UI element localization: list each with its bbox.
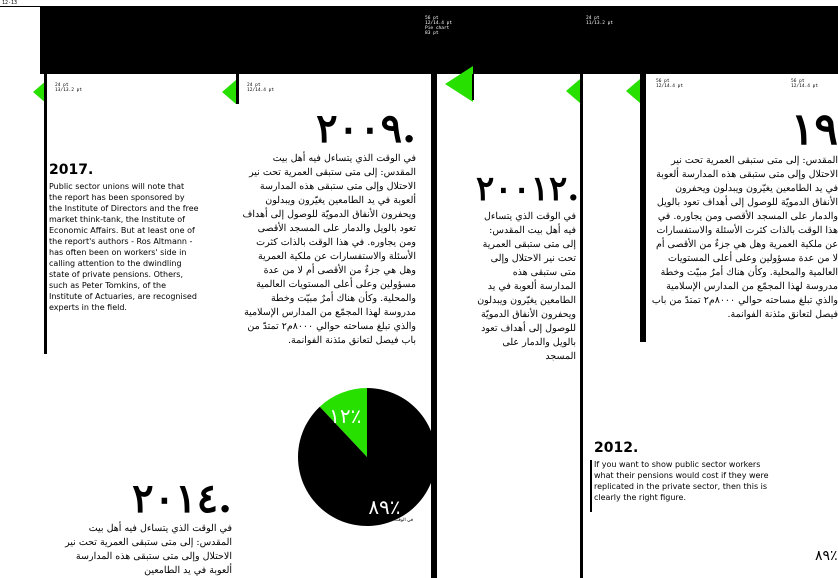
spec-note-col2: 24 pt 12/14.4 pt <box>247 83 275 93</box>
year-heading-2017: 2017. <box>49 162 94 178</box>
top-rule <box>0 6 40 7</box>
rule-2012 <box>590 460 592 512</box>
marker-col5-icon <box>626 79 640 103</box>
body-ar2014: في الوقت الذي يتساءل فيه أهل بيت المقدس: إلى متى ستبقى العمرية تحت نير الاحتلال وإلى متى ستبقى هذه المدارسة ألعوبة في يد الطامعين <box>65 523 232 576</box>
column-rule-1 <box>44 74 47 354</box>
column-rule-4 <box>472 74 474 100</box>
pie-slice-black <box>298 388 436 526</box>
pie-label-black: ٨٩٪ <box>368 494 401 519</box>
section-ar-right <box>648 106 838 356</box>
spec-note-col6: 56 pt 12/14.4 pt <box>791 79 819 89</box>
marker-center-icon <box>445 66 473 102</box>
spec-note-col4: 24 pt 11/13.2 pt <box>586 16 614 26</box>
body-ar2009: في الوقت الذي يتساءل فيه أهل بيت المقدس: إلى متى ستبقى العمرية تحت نير الاحتلال وإلى متى ستبقى هذه المدارسة ألعوبة في يد الطامعين يغيّرون ويبدلون ويحفرون الأنفاق الدمويّة للوصول إلى أهداف تعود بالويل والدمار على المسجد الأقصى ومن يجاوره. في هذا الوقت بالذات كثرت الأسئلة والاستفسارات عن ملكية العمرية وهل هي جزءٌ من الأقصى أم لا من عدة مسؤولين وعلى أعلى المستويات العالمية والمحلية. وكأن هناك أمرٌ مبيّت وخطة مدروسة لهذا المجمّع من المدارس الإسلامية والذي تبلغ مساحته حوالي ٨٠٠٠م٢ تمتدّ من باب فيصل لتعانق مئذنة الفوانمة. <box>242 153 416 346</box>
year-heading-ar2014: ٢٠١٤. <box>132 475 232 522</box>
pie-label-green: ١٢٪ <box>329 404 362 429</box>
year-heading-ar-right: ١٩ <box>790 106 838 155</box>
pie-caption: في الوقت الذي يتساءل، <box>368 518 414 523</box>
page-number: 12-13 <box>2 0 18 6</box>
year-heading-2012: 2012. <box>594 440 639 456</box>
body-ar2012: في الوقت الذي يتساءل فيه أهل بيت المقدس: إلى متى ستبقى العمرية تحت نير الاحتلال وإلى متى ستبقى هذه المدارسة ألعوبة في يد الطامعين يغيّرون ويبدلون ويحفرون الأنفاق الدمويّة للوصول إلى أهداف تعود بالويل والدمار على المسجد <box>477 211 576 362</box>
year-heading-ar2012: ٢٠٠١٢. <box>476 169 580 209</box>
column-rule-6 <box>640 74 646 342</box>
pie-chart <box>296 386 438 528</box>
body-ar-right: المقدس: إلى متى ستبقى العمرية تحت نير الاحتلال وإلى متى ستبقى هذه المدارسة ألعوبة في يد الطامعين يغيّرون ويبدلون ويحفرون الأنفاق الدمويّة للوصول إلى أهداف تعود بالويل والدمار على المسجد الأقصى ومن يجاوره. في هذا الوقت بالذات كثرت الأسئلة والاستفسارات عن ملكية العمرية وهل هي جزءٌ من الأقصى أم لا من عدة مسؤولين وعلى أعلى المستويات العالمية والمحلية. وكأن هناك أمرٌ مبيّت وخطة مدروسة لهذا المجمّع من المدارس الإسلامية والذي تبلغ مساحته حوالي ٨٠٠٠م٢ تمتدّ من باب فيصل لتعانق مئذنة الفوانمة. <box>651 155 838 320</box>
section-ar2012 <box>476 168 580 364</box>
body-2012: If you want to show public sector workers what their pensions would cost if they were replicated in the private sector, then this is clearly the right figure. <box>594 460 769 502</box>
marker-col2-icon <box>222 80 236 104</box>
body-2017: Public sector unions will note that the report has been sponsored by the Institute of Directors and the free market think-tank, the Institute of Economic Affairs. But at least one of the report's authors - Ros Altmann - has often been on workers' side in calling attention to the dwindling state of private pensions. Others, such as Peter Tomkins, of the Institute of Actuaries, are recognised experts in the field. <box>49 182 199 312</box>
column-rule-5 <box>580 74 583 578</box>
section-ar2014 <box>60 476 232 578</box>
marker-col4-icon <box>566 79 580 103</box>
spec-note-center: 56 pt 12/14.4 pt Pie chart 83 pt <box>425 16 453 36</box>
column-rule-2 <box>236 74 239 104</box>
spec-note-col5: 56 pt 12/14.4 pt <box>656 79 684 89</box>
right-bottom-figure: ٨٩٪ <box>815 548 838 564</box>
year-heading-ar2009: ٢٠٠٩. <box>316 105 416 152</box>
spec-note-col1: 24 pt 13/13.2 pt <box>55 83 83 93</box>
section-2012 <box>594 440 776 503</box>
section-2017 <box>49 162 199 313</box>
section-ar2009 <box>242 106 416 348</box>
